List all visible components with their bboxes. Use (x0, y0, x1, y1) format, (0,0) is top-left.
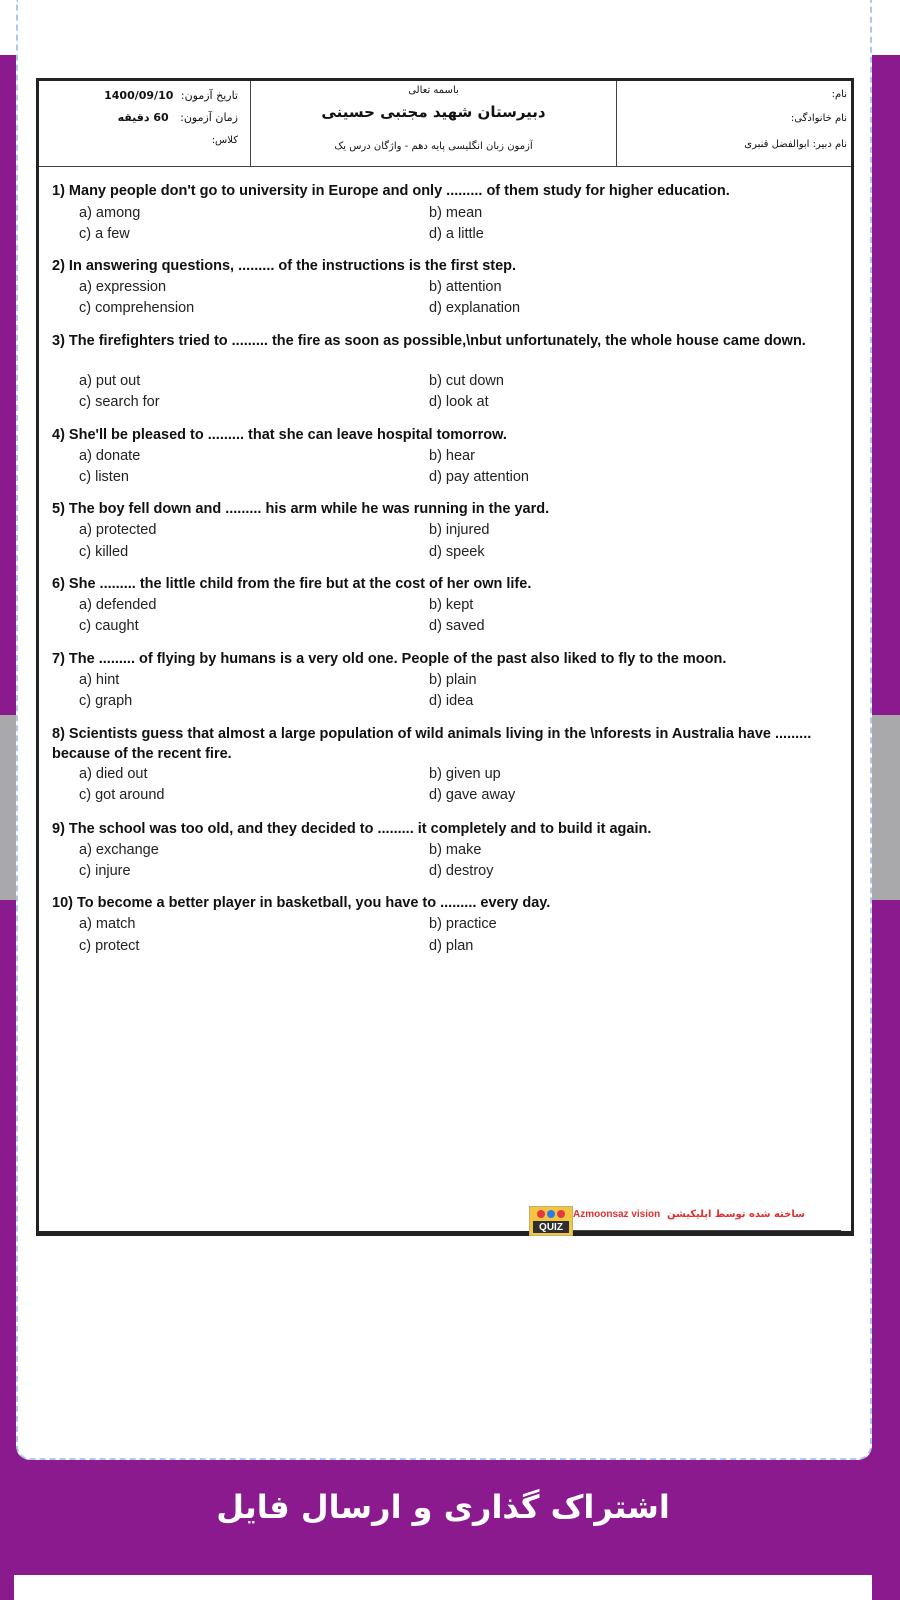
exam-paper (36, 78, 854, 1236)
document-card (16, 0, 872, 1460)
edge-strip (872, 0, 900, 55)
question-3: 3) The firefighters tried to ......... the fire as soon as possible,\nbut unfortunately, the whole house came down. (52, 333, 806, 349)
option-b: b) practice (429, 916, 497, 932)
option-c: c) listen (79, 469, 129, 485)
option-b: b) make (429, 842, 482, 858)
question-9: 9) The school was too old, and they decided to ......... it completely and to build it again. (52, 821, 652, 837)
option-d: d) speek (429, 544, 485, 560)
question-1: 1) Many people don't go to university in Europe and only ......... of them study for higher education. (52, 183, 730, 199)
option-b: b) cut down (429, 373, 504, 389)
duration-value: 60 دقیقه (117, 111, 169, 124)
option-d: d) explanation (429, 300, 521, 316)
question-6: 6) She ......... the little child from the fire but at the cost of her own life. (52, 576, 532, 592)
option-c: c) injure (79, 863, 131, 879)
option-b: b) given up (429, 766, 501, 782)
edge-strip (0, 0, 16, 55)
exam-title: آزمون زبان انگلیسی پایه دهم - واژگان درس یک (334, 141, 533, 152)
quiz-badge-icon (529, 1206, 573, 1236)
teacher-row (744, 139, 847, 150)
option-a: a) donate (79, 448, 141, 464)
bottom-strip (14, 1575, 872, 1600)
option-a: a) protected (79, 522, 157, 538)
question-7: 7) The ......... of flying by humans is a very old one. People of the past also liked to fly to the moon. (52, 651, 727, 667)
teacher-label: نام دبیر: (812, 139, 847, 150)
option-c: c) a few (79, 226, 130, 242)
option-d: d) plan (429, 938, 474, 954)
option-c: c) got around (79, 787, 165, 803)
option-d: d) saved (429, 618, 485, 634)
option-d: d) destroy (429, 863, 494, 879)
date-row (104, 89, 238, 102)
option-a: a) exchange (79, 842, 159, 858)
teacher-name: ابوالفضل قنبری (744, 139, 810, 150)
option-a: a) match (79, 916, 136, 932)
duration-row (118, 111, 238, 124)
exam-header (39, 81, 851, 167)
option-b: b) hear (429, 448, 475, 464)
option-c: c) graph (79, 693, 133, 709)
brand-fa: ساخته شده توسط اپلیکیشن (667, 1209, 805, 1220)
share-bar (14, 1465, 872, 1550)
option-c: c) search for (79, 394, 160, 410)
bismillah: باسمه تعالی (408, 85, 459, 96)
class-label: کلاس: (211, 135, 238, 146)
question-8: 8) Scientists guess that almost a large population of wild animals living in the \nforests in Australia have ......... because of the recent fire. (52, 726, 812, 762)
option-d: d) gave away (429, 787, 516, 803)
option-a: a) among (79, 205, 141, 221)
header-middle (251, 81, 617, 166)
share-and-send-button[interactable]: اشتراک گذاری و ارسال فایل (216, 1488, 670, 1526)
option-b: b) plain (429, 672, 477, 688)
option-d: d) look at (429, 394, 489, 410)
question-2: 2) In answering questions, ......... of the instructions is the first step. (52, 258, 517, 274)
option-d: d) pay attention (429, 469, 529, 485)
option-b: b) attention (429, 279, 502, 295)
brand-line (573, 1209, 841, 1231)
name-label: نام: (831, 89, 847, 100)
quiz-badge-label: QUIZ (539, 1222, 563, 1233)
option-a: a) died out (79, 766, 148, 782)
date-label: تاریخ آزمون: (180, 89, 238, 102)
option-c: c) comprehension (79, 300, 195, 316)
option-b: b) mean (429, 205, 483, 221)
option-a: a) expression (79, 279, 167, 295)
option-a: a) hint (79, 672, 120, 688)
duration-label: زمان آزمون: (180, 111, 238, 124)
option-b: b) injured (429, 522, 490, 538)
family-label: نام خانوادگی: (790, 113, 847, 124)
header-left (39, 81, 251, 166)
option-a: a) defended (79, 597, 157, 613)
option-d: d) idea (429, 693, 474, 709)
brand-en: Azmoonsaz vision (573, 1209, 661, 1220)
option-c: c) caught (79, 618, 139, 634)
option-c: c) protect (79, 938, 140, 954)
date-value: 1400/09/10 (104, 89, 174, 102)
option-a: a) put out (79, 373, 141, 389)
question-4: 4) She'll be pleased to ......... that she can leave hospital tomorrow. (52, 427, 507, 443)
question-5: 5) The boy fell down and ......... his arm while he was running in the yard. (52, 501, 550, 517)
header-right (617, 81, 851, 166)
option-b: b) kept (429, 597, 474, 613)
school-name: دبیرستان شهید مجتبی حسینی (321, 103, 546, 121)
question-10: 10) To become a better player in basketball, you have to ......... every day. (52, 895, 551, 911)
option-d: d) a little (429, 226, 484, 242)
option-c: c) killed (79, 544, 129, 560)
